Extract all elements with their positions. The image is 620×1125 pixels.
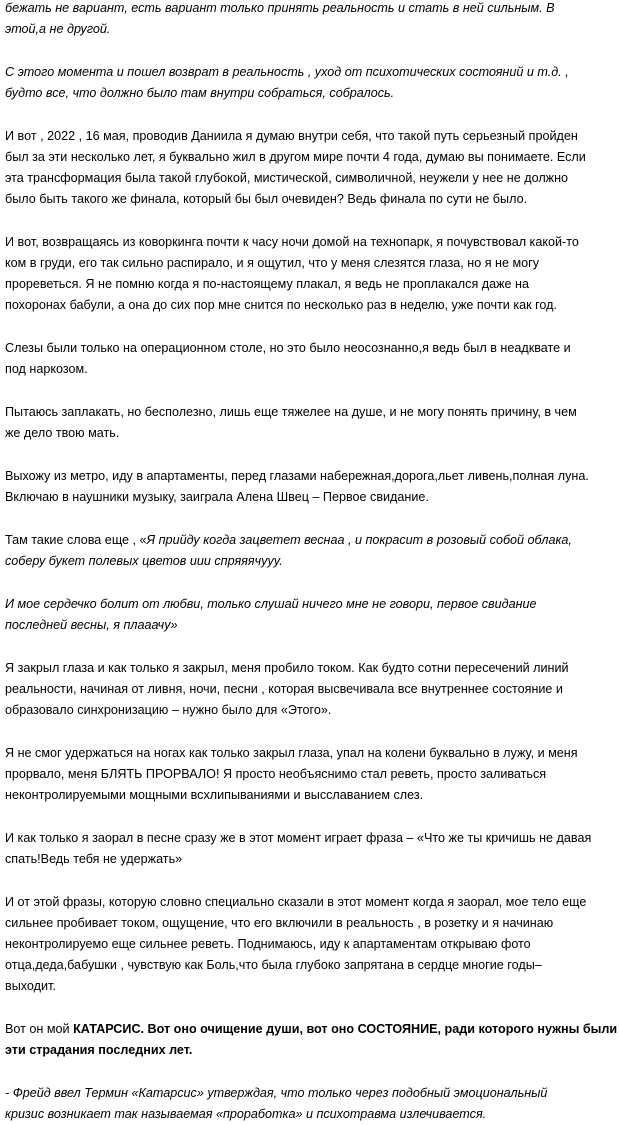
paragraph-8-lyric-start: Я прийду когда зацветет веснаа , и покрасит в розовый собой облака,	[146, 533, 572, 547]
paragraph-4-line-2: ком в груди, его так сильно распирало, и я ощутил, что у меня слезятся глаза, но я не могу	[5, 256, 540, 270]
catharsis-emphasis: КАТАРСИС. Вот оно очищение души, вот оно СОСТОЯНИЕ, ради которого нужны были	[73, 1022, 618, 1036]
paragraph-9-line-1: И мое сердечко болит от любви, только слушай ничего мне не говори, первое свидание	[5, 597, 537, 611]
paragraph-10-line-2: реальности, начиная от ливня, ночи, песни , которая высвечивала все внутреннее состояние и	[5, 682, 563, 696]
paragraph-14-line-2: эти страдания последних лет.	[5, 1043, 193, 1057]
paragraph-7	[5, 466, 617, 508]
paragraph-10-line-3: образовало синхронизацию – нужно было для «Этого».	[5, 703, 332, 717]
paragraph-13-line-1: И от этой фразы, которую словно специально сказали в этот момент когда я заорал, мое тело еще	[5, 895, 587, 909]
paragraph-3-line-2: был за эти несколько лет, я буквально жил в другом мире почти 4 года, думаю вы понимаете. Если	[5, 150, 586, 164]
paragraph-8-line-2: соберу букет полевых цветов иии спряяячууу.	[5, 554, 283, 568]
paragraph-9-line-2: последней весны, я плааачу»	[5, 618, 178, 632]
paragraph-3-line-3: эта трансформация была такой глубокой, мистической, символичной, неужели у нее не должно	[5, 171, 569, 185]
paragraph-14-line-1	[5, 1019, 617, 1040]
paragraph-5-line-2: под наркозом.	[5, 362, 88, 376]
paragraph-12	[5, 828, 617, 870]
paragraph-2	[5, 62, 617, 104]
paragraph-11-line-1: Я не смог удержаться на ногах как только закрыл глаза, упал на колени буквально в лужу, и меня	[5, 746, 578, 760]
paragraph-13-line-4: отца,деда,бабушки , чувствую как Боль,что была глубоко запрятана в сердце многие годы–	[5, 958, 542, 972]
paragraph-10	[5, 658, 617, 721]
document-page	[5, 0, 617, 1125]
paragraph-1	[5, 0, 617, 40]
paragraph-4-line-1: И вот, возвращаясь из коворкинга почти к часу ночи домой на технопарк, я почувствовал какой-то	[5, 235, 579, 249]
paragraph-13	[5, 892, 617, 997]
paragraph-14	[5, 1019, 617, 1061]
paragraph-3-line-1: И вот , 2022 , 16 мая, проводив Даниила я думаю внутри себя, что такой путь серьезный пройден	[5, 129, 578, 143]
paragraph-4	[5, 232, 617, 316]
paragraph-13-line-3: неконтролируемо еще сильнее реветь. Поднимаюсь, иду к апартаментам открываю фото	[5, 937, 531, 951]
paragraph-6-line-2: же дело твою мать.	[5, 426, 120, 440]
paragraph-9	[5, 594, 617, 636]
paragraph-7-line-2: Включаю в наушники музыку, заиграла Алена Швец – Первое свидание.	[5, 490, 429, 504]
paragraph-3-line-4: было быть такого же финала, который бы был очевиден? Ведь финала по сути не было.	[5, 192, 528, 206]
paragraph-14-prefix: Вот он мой	[5, 1022, 74, 1036]
paragraph-5	[5, 338, 617, 380]
paragraph-13-line-5: выходит.	[5, 979, 56, 993]
paragraph-2-line-2: будто все, что должно было там внутри собраться, собралось.	[5, 86, 395, 100]
paragraph-15-line-1: - Фрейд ввел Термин «Катарсис» утверждая, что только через подобный эмоциональный	[5, 1086, 548, 1100]
paragraph-15-line-2: кризис возникает так называемая «проработка» и психотравма излечивается.	[5, 1107, 487, 1121]
paragraph-5-line-1: Слезы были только на операционном столе, но это было неосознанно,я ведь был в неадквате и	[5, 341, 571, 355]
paragraph-2-line-1: С этого момента и пошел возврат в реальность , уход от психотических состояний и т.д. ,	[5, 65, 569, 79]
paragraph-4-line-4: похоронах бабули, а она до сих пор мне снится по несколько раз в неделю, уже почти как год.	[5, 298, 558, 312]
paragraph-1-line-1: бежать не вариант, есть вариант только принять реальность и стать в ней сильным. В	[5, 1, 555, 15]
paragraph-12-line-1: И как только я заорал в песне сразу же в этот момент играет фраза – «Что же ты кричишь не давая	[5, 831, 592, 845]
paragraph-11-line-2: прорвало, меня БЛЯТЬ ПРОРВАЛО! Я просто необъяснимо стал реветь, просто заливаться	[5, 767, 547, 781]
paragraph-4-line-3: прореветься. Я не помню когда я по-настоящему плакал, я ведь не проплакался даже на	[5, 277, 530, 291]
paragraph-6-line-1: Пытаюсь заплакать, но бесполезно, лишь еще тяжелее на душе, и не могу понять причину, в чем	[5, 405, 577, 419]
paragraph-8	[5, 530, 617, 572]
paragraph-8-line-1	[5, 530, 617, 551]
paragraph-15	[5, 1083, 617, 1125]
paragraph-7-line-1: Выхожу из метро, иду в апартаменты, перед глазами набережная,дорога,льет ливень,полная луна.	[5, 469, 589, 483]
paragraph-3	[5, 126, 617, 210]
paragraph-13-line-2: сильнее пробивает током, ощущение, что его включили в реальность , в розетку и я начинаю	[5, 916, 554, 930]
paragraph-11-line-3: неконтролируемыми мощными всхлипываниями и высславанием слез.	[5, 788, 424, 802]
paragraph-11	[5, 743, 617, 806]
paragraph-6	[5, 402, 617, 444]
paragraph-1-line-2: этой,а не другой.	[5, 22, 111, 36]
paragraph-8-prefix: Там такие слова еще , «	[5, 533, 147, 547]
paragraph-10-line-1: Я закрыл глаза и как только я закрыл, меня пробило током. Как будто сотни пересечений линий	[5, 661, 569, 675]
paragraph-12-line-2: спать!Ведь тебя не удержать»	[5, 852, 183, 866]
